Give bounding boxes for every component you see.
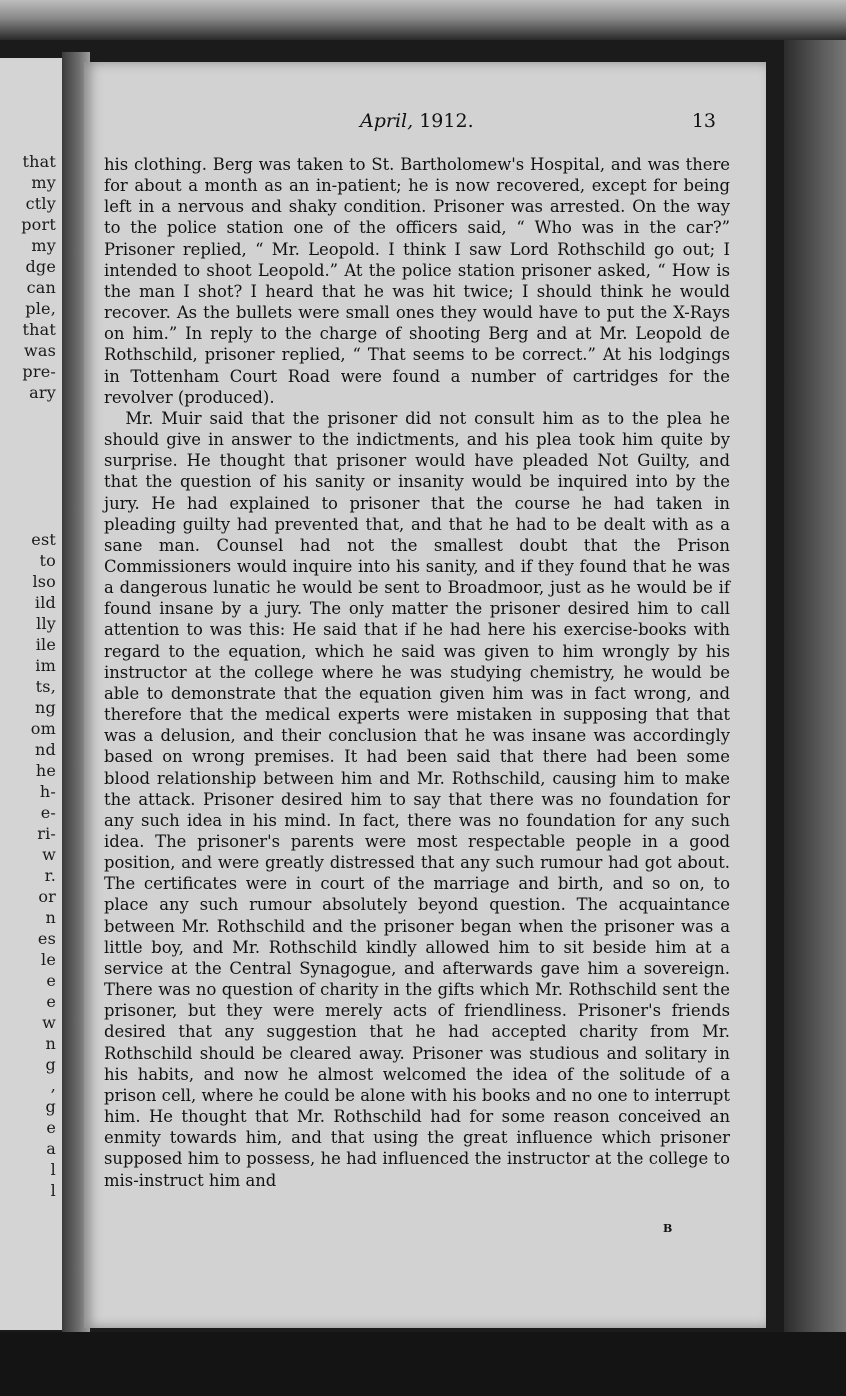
page-number: 13 xyxy=(691,110,716,132)
facing-page-fragment: lly xyxy=(36,614,56,633)
facing-page-fragment: ri- xyxy=(37,824,56,843)
facing-page-fragment: n xyxy=(45,908,56,927)
scan-right-margin xyxy=(784,40,846,1396)
facing-page-fragment: e xyxy=(46,992,56,1011)
facing-page-fragment: my xyxy=(31,236,56,255)
facing-page-fragment: ile xyxy=(35,635,56,654)
facing-page-fragment: e xyxy=(46,971,56,990)
facing-page-fragment: that xyxy=(22,320,56,339)
facing-page-fragment: a xyxy=(46,1139,56,1158)
paragraph: his clothing. Berg was taken to St. Bartholomew's Hospital, and was there for about a month as an in-patient; he is now recovered, except for being left in a nervous and shaky condition. Prisoner was arrested. On the way to the police station one of the officers said, “ Who was in the car?” Prisoner replied, “ Mr. Leopold. I think I saw Lord Rothschild go out; I intended to shoot Leopold.” At the police station prisoner asked, “ How is the man I shot? I heard that he was hit twice; I should think he would recover. As the bullets were small ones they would have to put the X-Rays on him.” In reply to the charge of shooting Berg and at Mr. Leopold de Rothschild, prisoner replied, “ That seems to be correct.” At his lodgings in Tottenham Court Road were found a number of cartridges for the revolver (produced). xyxy=(104,155,730,407)
facing-page-fragment: or xyxy=(38,887,56,906)
facing-page-fragment: ple, xyxy=(25,299,56,318)
facing-page-fragment: to xyxy=(39,551,56,570)
facing-page-fragment: l xyxy=(50,1181,56,1200)
facing-page-fragment: ctly xyxy=(25,194,56,213)
facing-page-fragment: port xyxy=(21,215,56,234)
facing-page-fragment: ts, xyxy=(35,677,56,696)
signature-mark: B xyxy=(663,1222,673,1235)
facing-page-fragment: ng xyxy=(35,698,56,717)
facing-page-fragment: dge xyxy=(25,257,56,276)
facing-page-fragment: h- xyxy=(39,782,56,801)
facing-page-fragment: w xyxy=(42,845,56,864)
facing-page-fragment: nd xyxy=(35,740,56,759)
facing-page-fragment: w xyxy=(42,1013,56,1032)
facing-page-fragment: was xyxy=(23,341,56,360)
facing-page-fragment: g xyxy=(45,1097,56,1116)
scan-bottom-edge xyxy=(0,1332,846,1396)
facing-page-fragment: ary xyxy=(29,383,56,402)
facing-page-fragment: im xyxy=(35,656,56,675)
facing-page-fragment: ild xyxy=(34,593,56,612)
facing-page-fragment: l xyxy=(50,1160,56,1179)
facing-page-fragment: est xyxy=(31,530,56,549)
page-header xyxy=(104,110,716,136)
facing-page-fragment: , xyxy=(50,1076,56,1095)
facing-page-fragment: he xyxy=(35,761,56,780)
facing-page-fragment: lso xyxy=(32,572,56,591)
facing-page-fragment: n xyxy=(45,1034,56,1053)
scan-top-edge xyxy=(0,0,846,40)
body-text xyxy=(104,154,730,1191)
facing-page-fragment: le xyxy=(41,950,56,969)
facing-page-fragment: es xyxy=(37,929,56,948)
facing-page-fragment: pre- xyxy=(22,362,56,381)
facing-page-fragment: can xyxy=(26,278,56,297)
paragraph: Mr. Muir said that the prisoner did not consult him as to the plea he should give in answer to the indictments, and his plea took him quite by surprise. He thought that prisoner would have pleaded Not Guilty, and that the question of his sanity or insanity would be inquired into by the jury. He had explained to prisoner that the course he had taken in pleading guilty had prevented that, and that he had to be dealt with as a sane man. Counsel had not the smallest doubt that the Prison Commissioners would inquire into his sanity, and if they found that he was a dangerous lunatic he would be sent to Broadmoor, just as he would be if found insane by a jury. The only matter the prisoner desired him to call attention to was this: He said that if he had here his exercise-books with regard to the equation, which he said was given to him wrongly by his instructor at the college where he was studying chemistry, he would be able to demonstrate that the equation given him was in fact wrong, and therefore that the medical experts were mistaken in supposing that that was a delusion, and their conclusion that he was insane was accordingly based on wrong premises. It had been said that there had been some blood relationship between him and Mr. Rothschild, causing him to make the attack. Prisoner desired him to say that there was no foundation for any such idea in his mind. In fact, there was no foundation for any such idea. The prisoner's parents were most respectable people in a good position, and were greatly distressed that any such rumour had got about. The certificates were in court of the marriage and birth, and so on, to place any such rumour absolutely beyond question. The acquaintance between Mr. Rothschild and the prisoner began when the prisoner was a little boy, and Mr. Rothschild kindly allowed him to sit beside him at a service at the Central Synagogue, and afterwards gave him a sovereign. There was no question of charity in the gifts which Mr. Rothschild sent the prisoner, but they were merely acts of friendliness. Prisoner's friends desired that any suggestion that he had accepted charity from Mr. Rothschild should be cleared away. Prisoner was studious and solitary in his habits, and now he almost welcomed the idea of the solitude of a prison cell, where he could be alone with his books and no one to interrupt him. He thought that Mr. Rothschild had for some reason conceived an enmity towards him, and that using the great influence which prisoner supposed him to possess, he had influenced the instructor at the college to mis-instruct him and xyxy=(104,408,730,1190)
facing-page-fragment: that xyxy=(22,152,56,171)
facing-page-fragment: g xyxy=(45,1055,56,1074)
facing-page-fragment: e- xyxy=(40,803,56,822)
facing-page-edge xyxy=(0,58,65,1330)
running-head: April, 1912. xyxy=(360,110,474,132)
facing-page-fragment: r. xyxy=(44,866,56,885)
facing-page-fragment: om xyxy=(30,719,56,738)
facing-page-fragment: my xyxy=(31,173,56,192)
facing-page-fragment: e xyxy=(46,1118,56,1137)
